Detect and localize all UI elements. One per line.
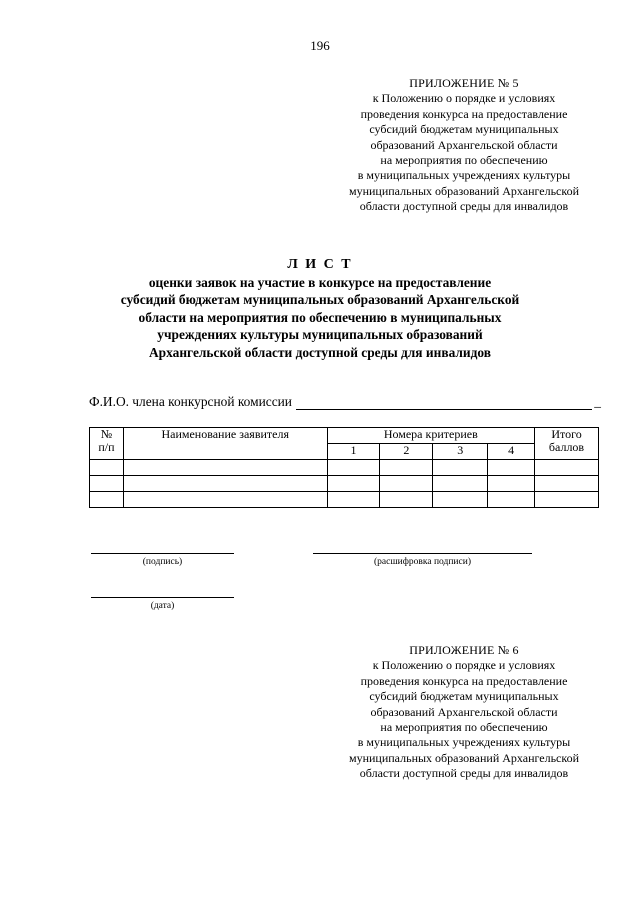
header-number-line: №: [100, 427, 113, 441]
appendix-6-title: ПРИЛОЖЕНИЕ № 6: [409, 643, 519, 657]
header-criterion: 2: [380, 444, 433, 460]
appendix-5-line: проведения конкурса на предоставление: [360, 106, 568, 121]
table-cell[interactable]: [380, 476, 433, 492]
appendix-6-line: области доступной среды для инвалидов: [359, 766, 569, 781]
document-title-line: оценки заявок на участие в конкурсе на предоставление: [148, 274, 492, 290]
appendix-6-line: проведения конкурса на предоставление: [360, 673, 568, 688]
appendix-6-line: субсидий бюджетам муниципальных: [369, 689, 559, 704]
appendix-5-block: [330, 76, 598, 215]
table-cell[interactable]: [327, 492, 380, 508]
table-cell[interactable]: [433, 460, 488, 476]
document-title: [60, 256, 580, 362]
table-cell[interactable]: [535, 460, 599, 476]
appendix-5-line: образований Архангельской области: [370, 137, 558, 152]
date-line[interactable]: [91, 597, 234, 598]
table-row: [90, 476, 599, 492]
table-cell[interactable]: [488, 460, 535, 476]
document-title-line: учреждениях культуры муниципальных образований: [157, 327, 483, 343]
appendix-6-line: к Положению о порядке и условиях: [372, 658, 556, 673]
fio-input-line[interactable]: [296, 395, 592, 410]
table-cell[interactable]: [535, 476, 599, 492]
document-title-line: области на мероприятия по обеспечению в муниципальных: [138, 309, 502, 325]
appendix-6-block: [330, 643, 598, 782]
fio-field: [89, 394, 601, 410]
header-total-line: баллов: [548, 440, 585, 454]
signature-line[interactable]: [91, 553, 234, 554]
fio-label: Ф.И.О. члена конкурсной комиссии: [89, 394, 292, 409]
table-cell[interactable]: [488, 476, 535, 492]
appendix-6-line: на мероприятия по обеспечению: [380, 720, 548, 735]
signature-decode-caption: (расшифровка подписи): [374, 557, 471, 567]
document-title-line: субсидий бюджетам муниципальных образований Архангельской: [120, 292, 520, 308]
appendix-5-line: субсидий бюджетам муниципальных: [369, 122, 559, 137]
appendix-5-line: на мероприятия по обеспечению: [380, 153, 548, 168]
table-cell[interactable]: [433, 476, 488, 492]
appendix-6-line: образований Архангельской области: [370, 704, 558, 719]
appendix-6-line: муниципальных образований Архангельской: [348, 750, 580, 765]
date-caption: (дата): [150, 601, 175, 611]
header-applicant: Наименование заявителя: [123, 428, 327, 460]
header-total-line: Итого: [551, 427, 582, 441]
table-row: [90, 460, 599, 476]
signature-decode-line[interactable]: [313, 553, 532, 554]
table-cell[interactable]: [327, 460, 380, 476]
table-cell[interactable]: [380, 492, 433, 508]
header-number-line: п/п: [98, 440, 115, 454]
signature-field: [91, 553, 234, 567]
table-cell[interactable]: [327, 476, 380, 492]
header-number: [90, 428, 124, 460]
score-table: [89, 427, 599, 508]
document-heading: Л И С Т: [287, 257, 353, 272]
fio-tail: _: [594, 394, 601, 409]
appendix-5-line: к Положению о порядке и условиях: [372, 91, 556, 106]
signature-caption: (подпись): [142, 557, 183, 567]
appendix-5-line: в муниципальных учреждениях культуры: [357, 168, 571, 183]
table-cell[interactable]: [123, 476, 327, 492]
table-cell[interactable]: [123, 492, 327, 508]
table-cell[interactable]: [535, 492, 599, 508]
table-cell[interactable]: [123, 460, 327, 476]
appendix-5-line: муниципальных образований Архангельской: [348, 183, 580, 198]
table-cell[interactable]: [488, 492, 535, 508]
header-total: [535, 428, 599, 460]
table-cell[interactable]: [90, 476, 124, 492]
header-criteria: Номера критериев: [327, 428, 535, 444]
date-field: [91, 597, 234, 611]
table-cell[interactable]: [433, 492, 488, 508]
appendix-5-line: области доступной среды для инвалидов: [359, 199, 569, 214]
page-number: 196: [310, 38, 330, 53]
table-cell[interactable]: [90, 460, 124, 476]
header-criterion: 3: [433, 444, 488, 460]
appendix-5-title: ПРИЛОЖЕНИЕ № 5: [409, 76, 519, 90]
table-row: [90, 492, 599, 508]
signature-decode-field: [313, 553, 532, 567]
table-cell[interactable]: [380, 460, 433, 476]
table-cell[interactable]: [90, 492, 124, 508]
header-criterion: 4: [488, 444, 535, 460]
header-criterion: 1: [327, 444, 380, 460]
document-title-line: Архангельской области доступной среды для инвалидов: [149, 344, 491, 360]
appendix-6-line: в муниципальных учреждениях культуры: [357, 735, 571, 750]
